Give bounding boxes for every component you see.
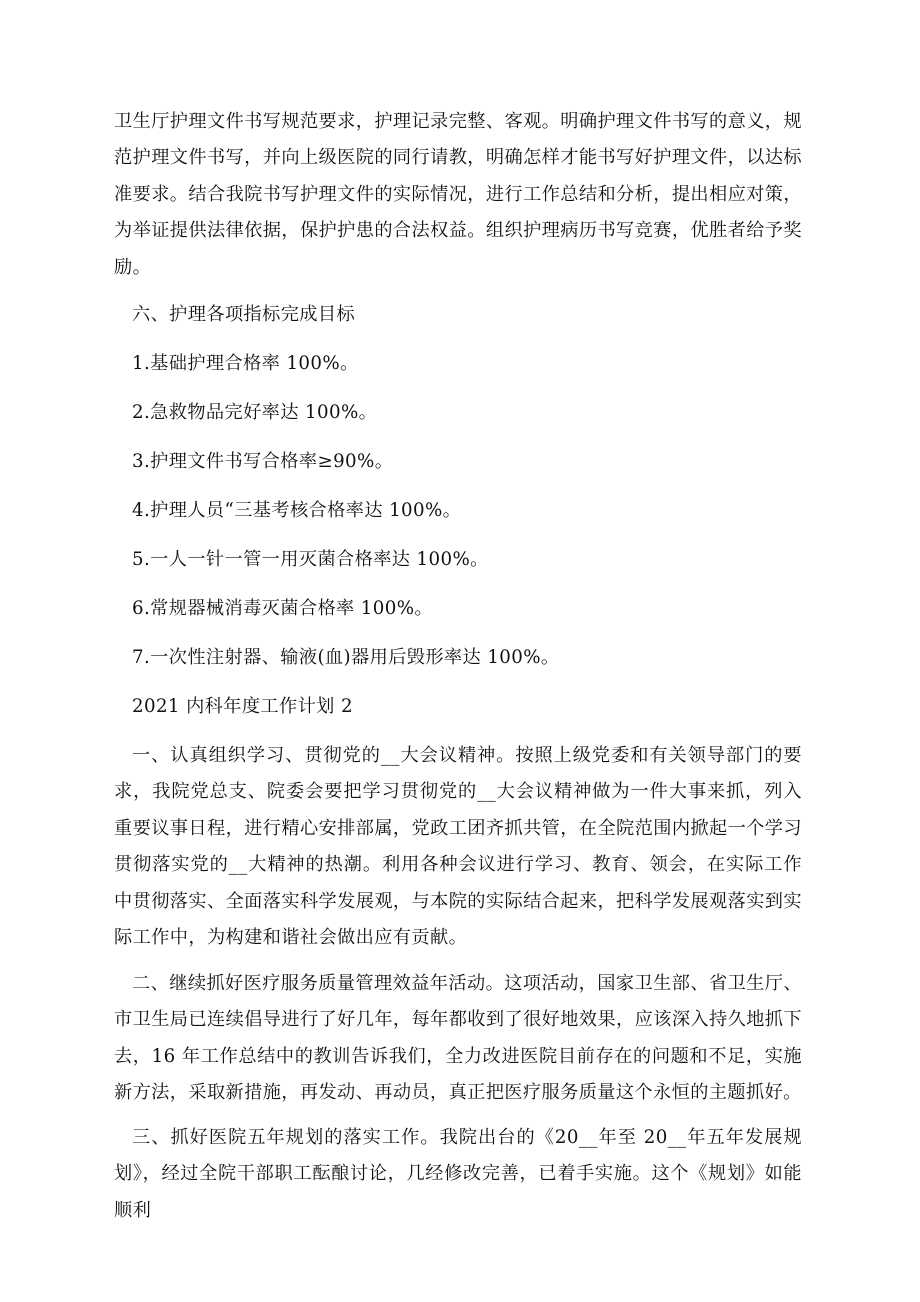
- section-heading-nursing-targets: 六、护理各项指标完成目标: [132, 304, 356, 325]
- target-item-3: 3.护理文件书写合格率≥90%。: [132, 451, 394, 472]
- paragraph-nursing-records: 卫生厅护理文件书写规范要求，护理记录完整、客观。明确护理文件书写的意义，规范护理文件书写，并向上级医院的同行请教，明确怎样才能书写好护理文件，以达标准要求。结合我院书写护理文件的实际情况，进行工作总结和分析，提出相应对策，为举证提供法律依据，保护护患的合法权益。组织护理病历书写竞赛，优胜者给予奖励。: [114, 111, 802, 278]
- plan-title: 2021 内科年度工作计划 2: [132, 696, 353, 717]
- target-item-2: 2.急救物品完好率达 100%。: [132, 402, 378, 423]
- target-item-1: 1.基础护理合格率 100%。: [132, 353, 359, 374]
- paragraph-section-one: 一、认真组织学习、贯彻党的__大会议精神。按照上级党委和有关领导部门的要求，我院党总支、院委会要把学习贯彻党的__大会议精神做为一件大事来抓，列入重要议事日程，进行精心安排部属，党政工团齐抓共管，在全院范围内掀起一个学习贯彻落实党的__大精神的热潮。利用各种会议进行学习、教育、领会，在实际工作中贯彻落实、全面落实科学发展观，与本院的实际结合起来，把科学发展观落实到实际工作中，为构建和谐社会做出应有贡献。: [114, 745, 802, 949]
- target-item-5: 5.一人一针一管一用灭菌合格率达 100%。: [132, 549, 489, 570]
- paragraph-section-two: 二、继续抓好医疗服务质量管理效益年活动。这项活动，国家卫生部、省卫生厅、市卫生局已连续倡导进行了好几年，每年都收到了很好地效果，应该深入持久地抓下去，16 年工作总结中的教训告诉我们，全力改进医院目前存在的问题和不足，实施新方法，采取新措施，再发动、再动员，真正把医疗服务质量这个永恒的主题抓好。: [114, 973, 802, 1104]
- target-item-7: 7.一次性注射器、输液(血)器用后毁形率达 100%。: [132, 647, 560, 668]
- target-item-6: 6.常规器械消毒灭菌合格率 100%。: [132, 598, 433, 619]
- target-item-4: 4.护理人员“三基考核合格率达 100%。: [132, 500, 462, 521]
- paragraph-section-three: 三、抓好医院五年规划的落实工作。我院出台的《20__年至 20__年五年发展规划》，经过全院干部职工酝酿讨论，几经修改完善，已着手实施。这个《规划》如能顺利: [114, 1127, 802, 1221]
